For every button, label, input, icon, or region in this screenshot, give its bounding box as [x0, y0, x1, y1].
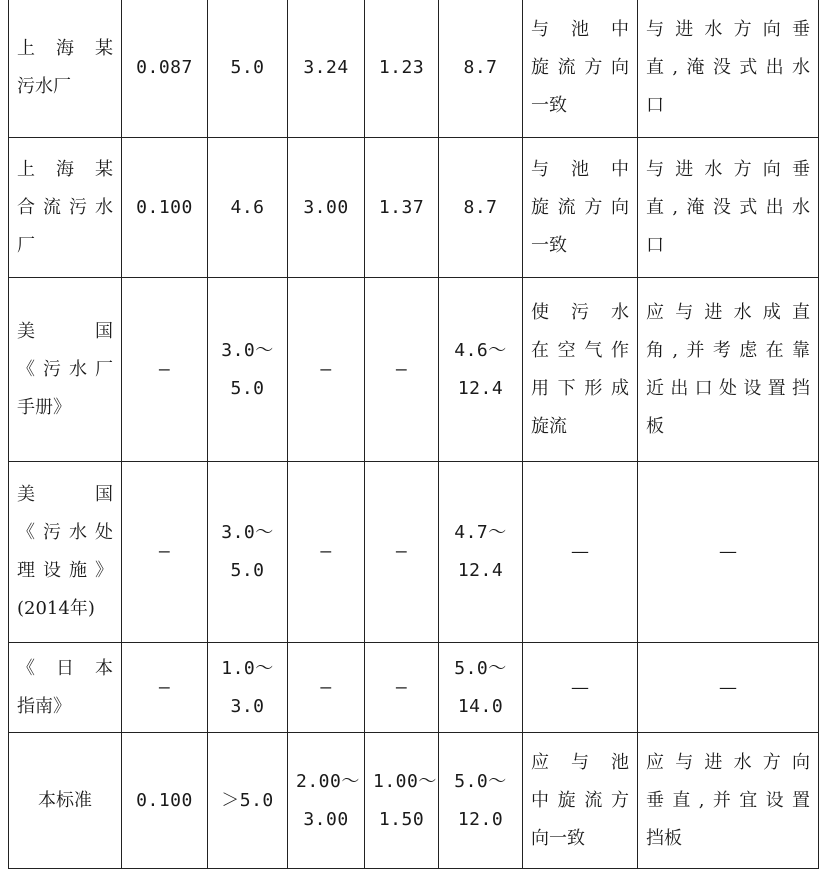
cell-col2 [208, 733, 288, 869]
cell-text-line: 8.7 [463, 196, 498, 218]
row-label [9, 0, 122, 138]
row-label [9, 462, 122, 643]
cell-col2 [208, 462, 288, 643]
cell-text-line: 中旋流方 [531, 789, 629, 811]
cell-text-line: 应与池 [531, 751, 629, 773]
cell-text-line: 5.0 [230, 560, 265, 581]
cell-col3 [288, 138, 365, 278]
cell-text-line: 口 [646, 234, 664, 256]
cell-text-line: 3.24 [303, 57, 349, 78]
cell-col5 [439, 0, 523, 138]
cell-text-line: 3.00 [303, 808, 349, 830]
cell-outlet [638, 643, 819, 733]
cell-rotation [523, 733, 638, 869]
cell-text-line: 直,淹没式出水 [646, 57, 810, 78]
cell-text-line: 厂 [17, 234, 35, 256]
cell-text-line: 污水厂 [17, 76, 71, 97]
cell-text-line: 在空气作 [531, 339, 629, 361]
cell-text-line: — [571, 676, 589, 698]
cell-outlet [638, 0, 819, 138]
cell-text-line: — [719, 541, 737, 562]
cell-rotation [523, 643, 638, 733]
row-label [9, 733, 122, 869]
cell-rotation [523, 462, 638, 643]
cell-text-line: — [320, 358, 332, 380]
cell-col2 [208, 138, 288, 278]
cell-outlet [638, 138, 819, 278]
cell-text-line: 5.0 [230, 57, 265, 78]
cell-col4 [365, 0, 439, 138]
cell-text-line: 《日本 [17, 657, 113, 679]
cell-flow [122, 138, 208, 278]
cell-text-line: 2.00～ [296, 770, 360, 792]
cell-text-line: 应与进水成直 [646, 301, 810, 323]
cell-text-line: 上海某 [17, 38, 113, 59]
cell-text-line: 近出口处设置挡 [646, 377, 810, 399]
cell-flow [122, 0, 208, 138]
cell-text-line: 1.0～ [221, 657, 274, 679]
cell-text-line: 美 国 [17, 484, 113, 505]
cell-outlet [638, 462, 819, 643]
cell-flow [122, 278, 208, 462]
cell-text-line: — [320, 541, 332, 562]
cell-col3 [288, 278, 365, 462]
cell-text-line: 与进水方向垂 [646, 19, 810, 40]
cell-text-line: 挡板 [646, 827, 682, 849]
cell-text-line: 3.0～ [221, 339, 274, 361]
cell-col3 [288, 0, 365, 138]
cell-col5 [439, 733, 523, 869]
cell-col2 [208, 643, 288, 733]
table-row [9, 138, 819, 278]
cell-text-line: 1.50 [378, 808, 425, 830]
cell-text-line: ＞5.0 [221, 789, 274, 811]
cell-text-line: 1.23 [378, 57, 425, 78]
cell-text-line: 向一致 [531, 827, 585, 849]
cell-text-line: 旋流方向 [531, 57, 629, 78]
table-row [9, 0, 819, 138]
cell-rotation [523, 0, 638, 138]
cell-text-line: 与池中 [531, 158, 629, 180]
cell-text-line: 垂直,并宜设置 [646, 789, 810, 811]
table-row [9, 278, 819, 462]
cell-col4 [365, 462, 439, 643]
cell-text-line: — [158, 358, 171, 380]
cell-col3 [288, 643, 365, 733]
cell-text-line: 本标准 [38, 789, 92, 811]
cell-text-line: 0.087 [136, 57, 193, 78]
cell-text-line: — [571, 541, 589, 562]
cell-text-line: 美 国 [17, 320, 113, 342]
cell-text-line: 5.0～ [454, 657, 507, 679]
cell-col5 [439, 138, 523, 278]
cell-text-line: 4.6～ [454, 339, 507, 361]
cell-col5 [439, 643, 523, 733]
cell-text-line: — [395, 541, 408, 562]
cell-col5 [439, 278, 523, 462]
cell-text-line: — [395, 358, 408, 380]
cell-text-line: 12.4 [457, 560, 504, 581]
cell-text-line: 4.6 [230, 196, 265, 218]
cell-text-line: 手册》 [17, 396, 71, 418]
cell-text-line: — [158, 676, 171, 698]
cell-text-line: 旋流方向 [531, 196, 629, 218]
cell-text-line: — [320, 676, 332, 698]
cell-text-line: 使污水 [531, 301, 629, 323]
row-label [9, 138, 122, 278]
cell-text-line: 14.0 [457, 695, 504, 717]
parameter-comparison-table [8, 0, 819, 869]
cell-text-line: 8.7 [463, 57, 498, 78]
cell-col4 [365, 733, 439, 869]
cell-text-line: 一致 [531, 95, 567, 116]
cell-text-line: 5.0 [230, 377, 265, 399]
cell-text-line: 《污水处 [17, 522, 113, 543]
cell-col4 [365, 643, 439, 733]
cell-outlet [638, 733, 819, 869]
cell-text-line: 旋流 [531, 415, 567, 437]
table-row [9, 462, 819, 643]
cell-text-line: 0.100 [136, 196, 193, 218]
cell-text-line: 板 [646, 415, 664, 437]
cell-text-line: 上海某 [17, 158, 113, 180]
cell-text-line: (2014年) [17, 598, 95, 619]
cell-text-line: 口 [646, 95, 664, 116]
cell-col3 [288, 733, 365, 869]
cell-col4 [365, 278, 439, 462]
cell-text-line: — [719, 676, 737, 698]
cell-text-line: 3.0 [230, 695, 265, 717]
cell-col4 [365, 138, 439, 278]
cell-text-line: 理设施》 [17, 560, 113, 581]
row-label [9, 643, 122, 733]
cell-text-line: — [158, 541, 171, 562]
cell-rotation [523, 138, 638, 278]
cell-flow [122, 462, 208, 643]
cell-col2 [208, 278, 288, 462]
cell-text-line: 用下形成 [531, 377, 629, 399]
cell-text-line: 指南》 [17, 695, 71, 717]
cell-text-line: — [395, 676, 408, 698]
cell-col2 [208, 0, 288, 138]
cell-text-line: 《污水厂 [17, 358, 113, 380]
cell-col5 [439, 462, 523, 643]
table-row [9, 733, 819, 869]
cell-text-line: 合流污水 [17, 196, 113, 218]
row-label [9, 278, 122, 462]
cell-text-line: 与进水方向垂 [646, 158, 810, 180]
table-row [9, 643, 819, 733]
table-body [9, 0, 819, 869]
cell-flow [122, 643, 208, 733]
cell-text-line: 3.00 [303, 196, 349, 218]
cell-text-line: 应与进水方向 [646, 751, 810, 773]
cell-text-line: 角,并考虑在靠 [646, 339, 810, 361]
cell-flow [122, 733, 208, 869]
cell-text-line: 1.00～ [373, 770, 437, 792]
cell-text-line: 5.0～ [454, 770, 507, 792]
cell-rotation [523, 278, 638, 462]
cell-text-line: 4.7～ [454, 522, 507, 543]
cell-text-line: 3.0～ [221, 522, 274, 543]
cell-text-line: 0.100 [136, 789, 193, 811]
cell-text-line: 1.37 [378, 196, 425, 218]
cell-text-line: 一致 [531, 234, 567, 256]
cell-text-line: 12.4 [457, 377, 504, 399]
cell-outlet [638, 278, 819, 462]
cell-text-line: 直,淹没式出水 [646, 196, 810, 218]
cell-text-line: 12.0 [457, 808, 504, 830]
cell-col3 [288, 462, 365, 643]
cell-text-line: 与池中 [531, 19, 629, 40]
